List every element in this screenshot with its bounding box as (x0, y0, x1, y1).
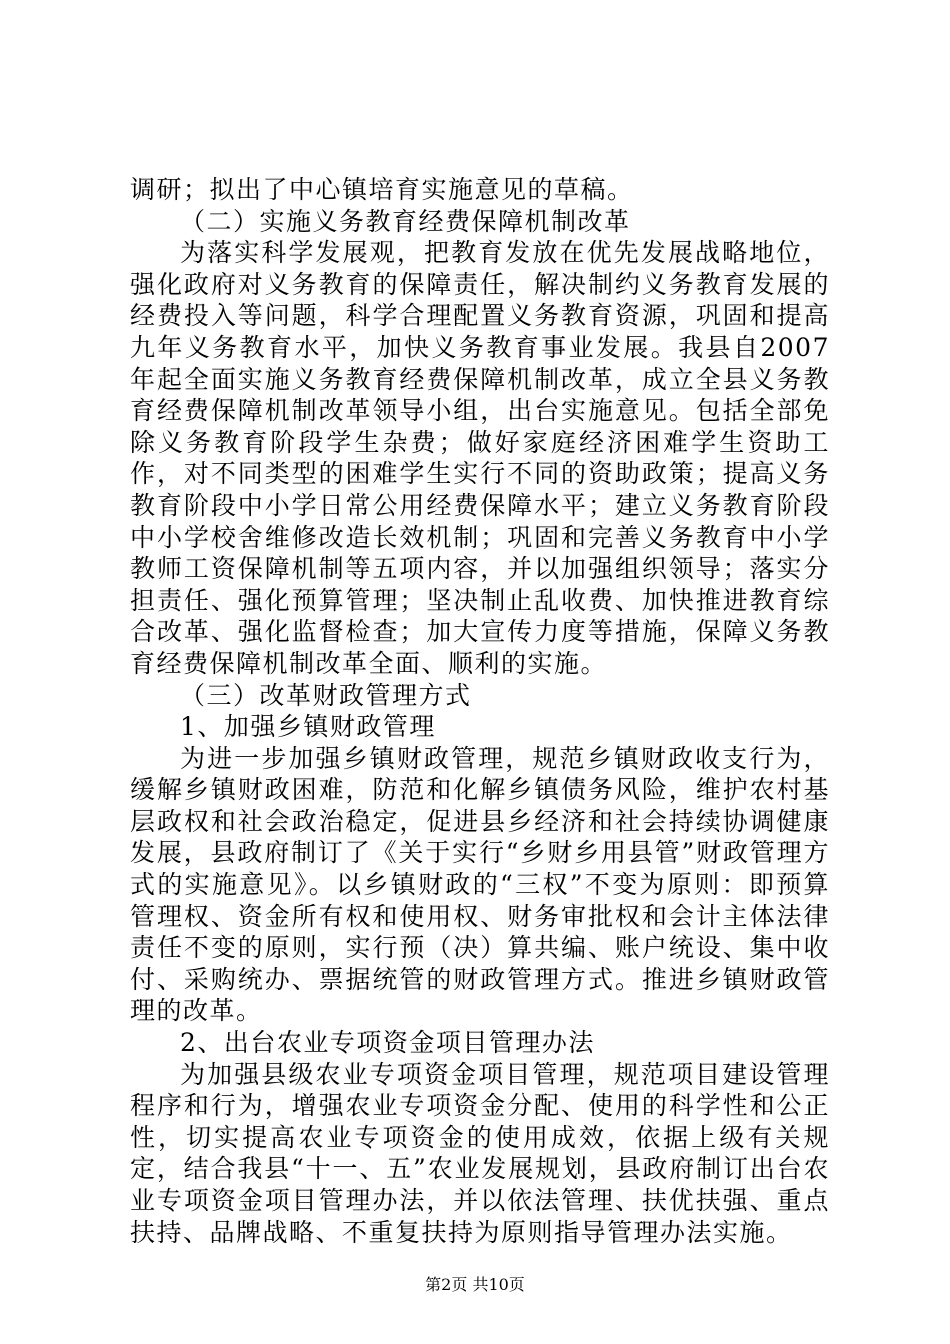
subheading-2: 2、出台农业专项资金项目管理办法 (180, 1028, 595, 1058)
paragraph-agri-funds: 为加强县级农业专项资金项目管理，规范项目建设管理程序和行为，增强农业专项资金分配、使用的科学性和公正性，切实提高农业专项资金的使用成效，依据上级有关规定，结合我县“十一、五”农业发展规划，县政府制订出台农业专项资金项目管理办法，并以依法管理、扶优扶强、重点扶持、品牌战略、不重复扶持为原则指导管理办法实施。 (130, 1059, 830, 1247)
subheading-1: 1、加强乡镇财政管理 (180, 712, 436, 742)
paragraph-education-funding: 为落实科学发展观，把教育发放在优先发展战略地位，强化政府对义务教育的保障责任，解决制约义务教育发展的经费投入等问题，科学合理配置义务教育资源，巩固和提高九年义务教育水平，加快义务教育事业发展。我县自2007年起全面实施义务教育经费保障机制改革，成立全县义务教育经费保障机制改革领导小组，出台实施意见。包括全部免除义务教育阶段学生杂费；做好家庭经济困难学生资助工作，对不同类型的困难学生实行不同的资助政策；提高义务教育阶段中小学日常公用经费保障水平；建立义务教育阶段中小学校舍维修改造长效机制；巩固和完善义务教育中小学教师工资保障机制等五项内容，并以加强组织领导；落实分担责任、强化预算管理；坚决制止乱收费、加快推进教育综合改革、强化监督检查；加大宣传力度等措施，保障义务教育经费保障机制改革全面、顺利的实施。 (130, 238, 830, 678)
paragraph-continuation: 调研；拟出了中心镇培育实施意见的草稿。 (130, 175, 634, 204)
section-heading-2: （二）实施义务教育经费保障机制改革 (180, 206, 631, 236)
page-number-footer: 第2页 共10页 (425, 1275, 525, 1294)
document-body (130, 174, 830, 1248)
section-heading-3: （三）改革财政管理方式 (180, 680, 472, 710)
paragraph-township-finance: 为进一步加强乡镇财政管理，规范乡镇财政收支行为，缓解乡镇财政困难，防范和化解乡镇债务风险，维护农村基层政权和社会政治稳定，促进县乡经济和社会持续协调健康发展，县政府制订了《关于实行“乡财乡用县管”财政管理方式的实施意见》。以乡镇财政的“三权”不变为原则：即预算管理权、资金所有权和使用权、财务审批权和会计主体法律责任不变的原则，实行预（决）算共编、账户统设、集中收付、采购统办、票据统管的财政管理方式。推进乡镇财政管理的改革。 (130, 743, 830, 1026)
